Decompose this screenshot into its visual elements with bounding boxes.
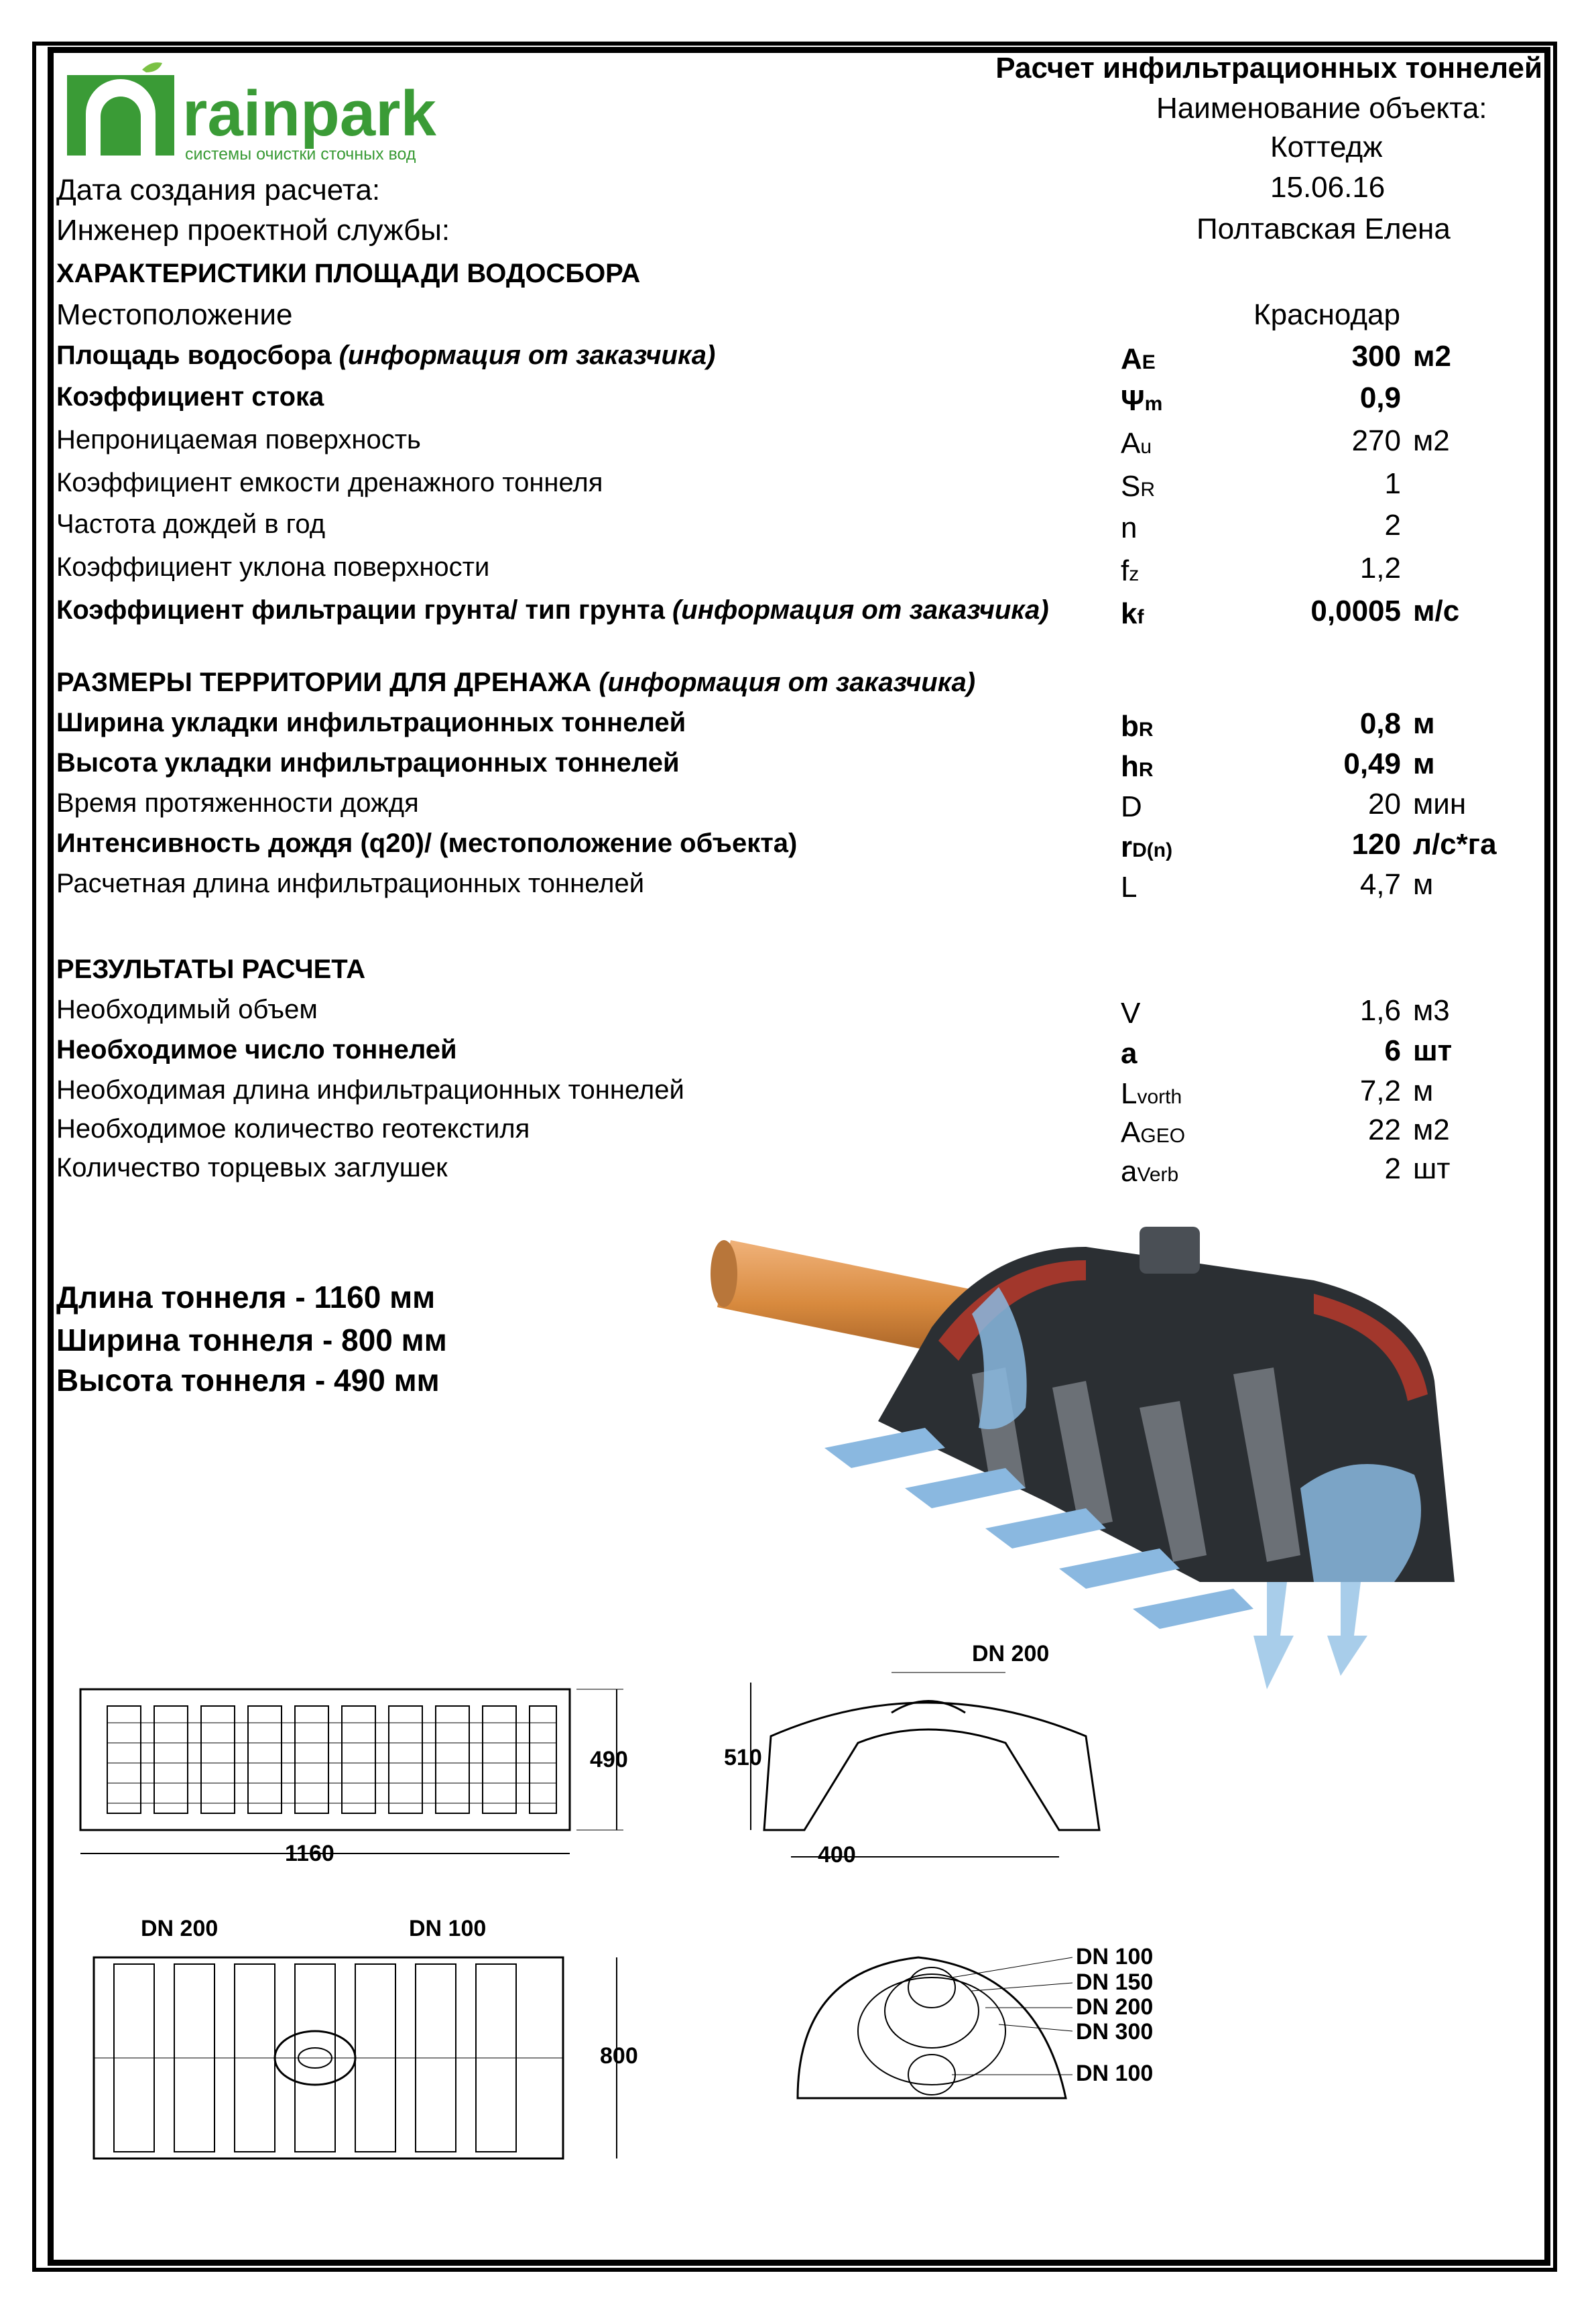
front-height-label: 510: [724, 1745, 762, 1770]
object-label: Наименование объекта:: [1156, 92, 1487, 125]
row-symbol: kf: [1121, 597, 1144, 630]
top-width-label: 800: [600, 2043, 638, 2069]
row-symbol: aVerb: [1121, 1155, 1179, 1188]
brand-wordmark: rainpark: [182, 78, 436, 149]
row-unit: шт: [1413, 1152, 1451, 1185]
row-value: 4,7: [1359, 868, 1401, 901]
front-dn-label: DN 200: [972, 1641, 1050, 1666]
row-unit: м2: [1413, 340, 1452, 373]
section-drainage-title: РАЗМЕРЫ ТЕРРИТОРИИ ДЛЯ ДРЕНАЖА (информация от заказчика): [56, 668, 976, 697]
row-unit: м: [1413, 868, 1434, 901]
row-label: Коэффициент фильтрации грунта/ тип грунта (информация от заказчика): [56, 595, 1049, 625]
row-unit: м: [1413, 747, 1435, 780]
row-unit: м3: [1413, 994, 1450, 1027]
row-label: Непроницаемая поверхность: [56, 425, 421, 454]
row-value: 300: [1351, 340, 1401, 373]
row-value: 0,0005: [1310, 595, 1401, 627]
row-symbol: n: [1121, 511, 1138, 544]
side-view-drawing: [67, 1669, 670, 1884]
row-label: Коэффициент стока: [56, 382, 324, 412]
row-unit: м/с: [1413, 595, 1460, 627]
row-value: 7,2: [1359, 1075, 1401, 1107]
row-value: 0,9: [1359, 381, 1401, 414]
row-label: Интенсивность дождя (q20)/ (местоположение объекта): [56, 829, 798, 858]
row-value: 2: [1384, 509, 1401, 542]
row-symbol: AGEO: [1121, 1116, 1186, 1149]
row-label: Количество торцевых заглушек: [56, 1153, 448, 1182]
row-label: Ширина укладки инфильтрационных тоннелей: [56, 708, 686, 737]
row-label: Необходимый объем: [56, 995, 318, 1024]
row-symbol: D: [1121, 790, 1142, 823]
section-catchment-title: ХАРАКТЕРИСТИКИ ПЛОЩАДИ ВОДОСБОРА: [56, 259, 641, 288]
row-label: Площадь водосбора (информация от заказчика): [56, 341, 716, 370]
document-title: Расчет инфильтрационных тоннелей: [995, 52, 1542, 84]
end-dn200-label: DN 200: [1076, 1994, 1154, 2020]
end-dn150-label: DN 150: [1076, 1969, 1154, 1995]
top-dn100-label: DN 100: [409, 1916, 487, 1941]
row-symbol: bR: [1121, 710, 1154, 743]
row-symbol: Lvorth: [1121, 1077, 1182, 1110]
tunnel-width: Ширина тоннеля - 800 мм: [56, 1323, 447, 1357]
tunnel-height: Высота тоннеля - 490 мм: [56, 1363, 440, 1398]
row-value: 1,6: [1359, 994, 1401, 1027]
front-width-label: 400: [818, 1842, 856, 1868]
location-value: Краснодар: [1253, 298, 1400, 331]
row-value: 270: [1351, 424, 1401, 457]
row-value: 0,49: [1343, 747, 1401, 780]
top-dn200-label: DN 200: [141, 1916, 219, 1941]
tunnel-length: Длина тоннеля - 1160 мм: [56, 1280, 436, 1315]
row-unit: шт: [1413, 1034, 1453, 1067]
row-unit: м: [1413, 1075, 1434, 1107]
row-symbol: Ψm: [1121, 384, 1163, 417]
row-value: 0,8: [1359, 707, 1401, 740]
engineer-value: Полтавская Елена: [1196, 212, 1451, 245]
rainpark-logo: [67, 55, 503, 166]
row-symbol: Au: [1121, 427, 1152, 460]
row-label: Высота укладки инфильтрационных тоннелей: [56, 748, 680, 778]
front-view-drawing: [724, 1642, 1140, 1884]
row-unit: л/с*га: [1413, 828, 1497, 861]
side-height-label: 490: [590, 1747, 628, 1772]
row-unit: мин: [1413, 788, 1467, 820]
row-label: Частота дождей в год: [56, 509, 326, 539]
row-value: 20: [1368, 788, 1401, 820]
row-label: Время протяженности дождя: [56, 788, 419, 818]
brand-tagline: системы очистки сточных вод: [185, 145, 416, 164]
row-value: 1,2: [1359, 552, 1401, 585]
side-length-label: 1160: [285, 1841, 334, 1866]
tunnel-3d-illustration: [711, 1207, 1515, 1696]
top-view-drawing: [67, 1910, 684, 2192]
row-label: Необходимая длина инфильтрационных тоннелей: [56, 1075, 684, 1105]
row-symbol: fz: [1121, 554, 1140, 587]
row-value: 22: [1368, 1113, 1401, 1146]
row-label: Расчетная длина инфильтрационных тоннелей: [56, 869, 645, 898]
row-unit: м2: [1413, 424, 1450, 457]
row-symbol: SR: [1121, 470, 1156, 503]
row-value: 1: [1384, 467, 1401, 500]
location-label: Местоположение: [56, 298, 293, 331]
end-dn100b-label: DN 100: [1076, 2061, 1154, 2086]
row-label: Коэффициент емкости дренажного тоннеля: [56, 468, 603, 497]
row-symbol: AE: [1121, 343, 1156, 375]
row-value: 2: [1384, 1152, 1401, 1185]
engineer-label: Инженер проектной службы:: [56, 214, 450, 247]
date-value: 15.06.16: [1270, 171, 1386, 204]
row-label: Коэффициент уклона поверхности: [56, 552, 490, 582]
date-label: Дата создания расчета:: [56, 174, 381, 206]
row-value: 120: [1351, 828, 1401, 861]
row-symbol: V: [1121, 997, 1141, 1030]
section-results-title: РЕЗУЛЬТАТЫ РАСЧЕТА: [56, 955, 366, 984]
row-label: Необходимое количество геотекстиля: [56, 1114, 530, 1144]
row-symbol: hR: [1121, 750, 1154, 783]
row-value: 6: [1384, 1034, 1401, 1067]
row-symbol: a: [1121, 1037, 1138, 1070]
row-symbol: rD(n): [1121, 831, 1173, 863]
row-unit: м: [1413, 707, 1435, 740]
row-symbol: L: [1121, 871, 1138, 904]
row-unit: м2: [1413, 1113, 1450, 1146]
end-dn100-label: DN 100: [1076, 1944, 1154, 1969]
row-label: Необходимое число тоннелей: [56, 1035, 457, 1064]
object-value: Коттедж: [1270, 131, 1383, 164]
end-dn300-label: DN 300: [1076, 2019, 1154, 2045]
end-cap-drawing: [784, 1931, 1240, 2145]
